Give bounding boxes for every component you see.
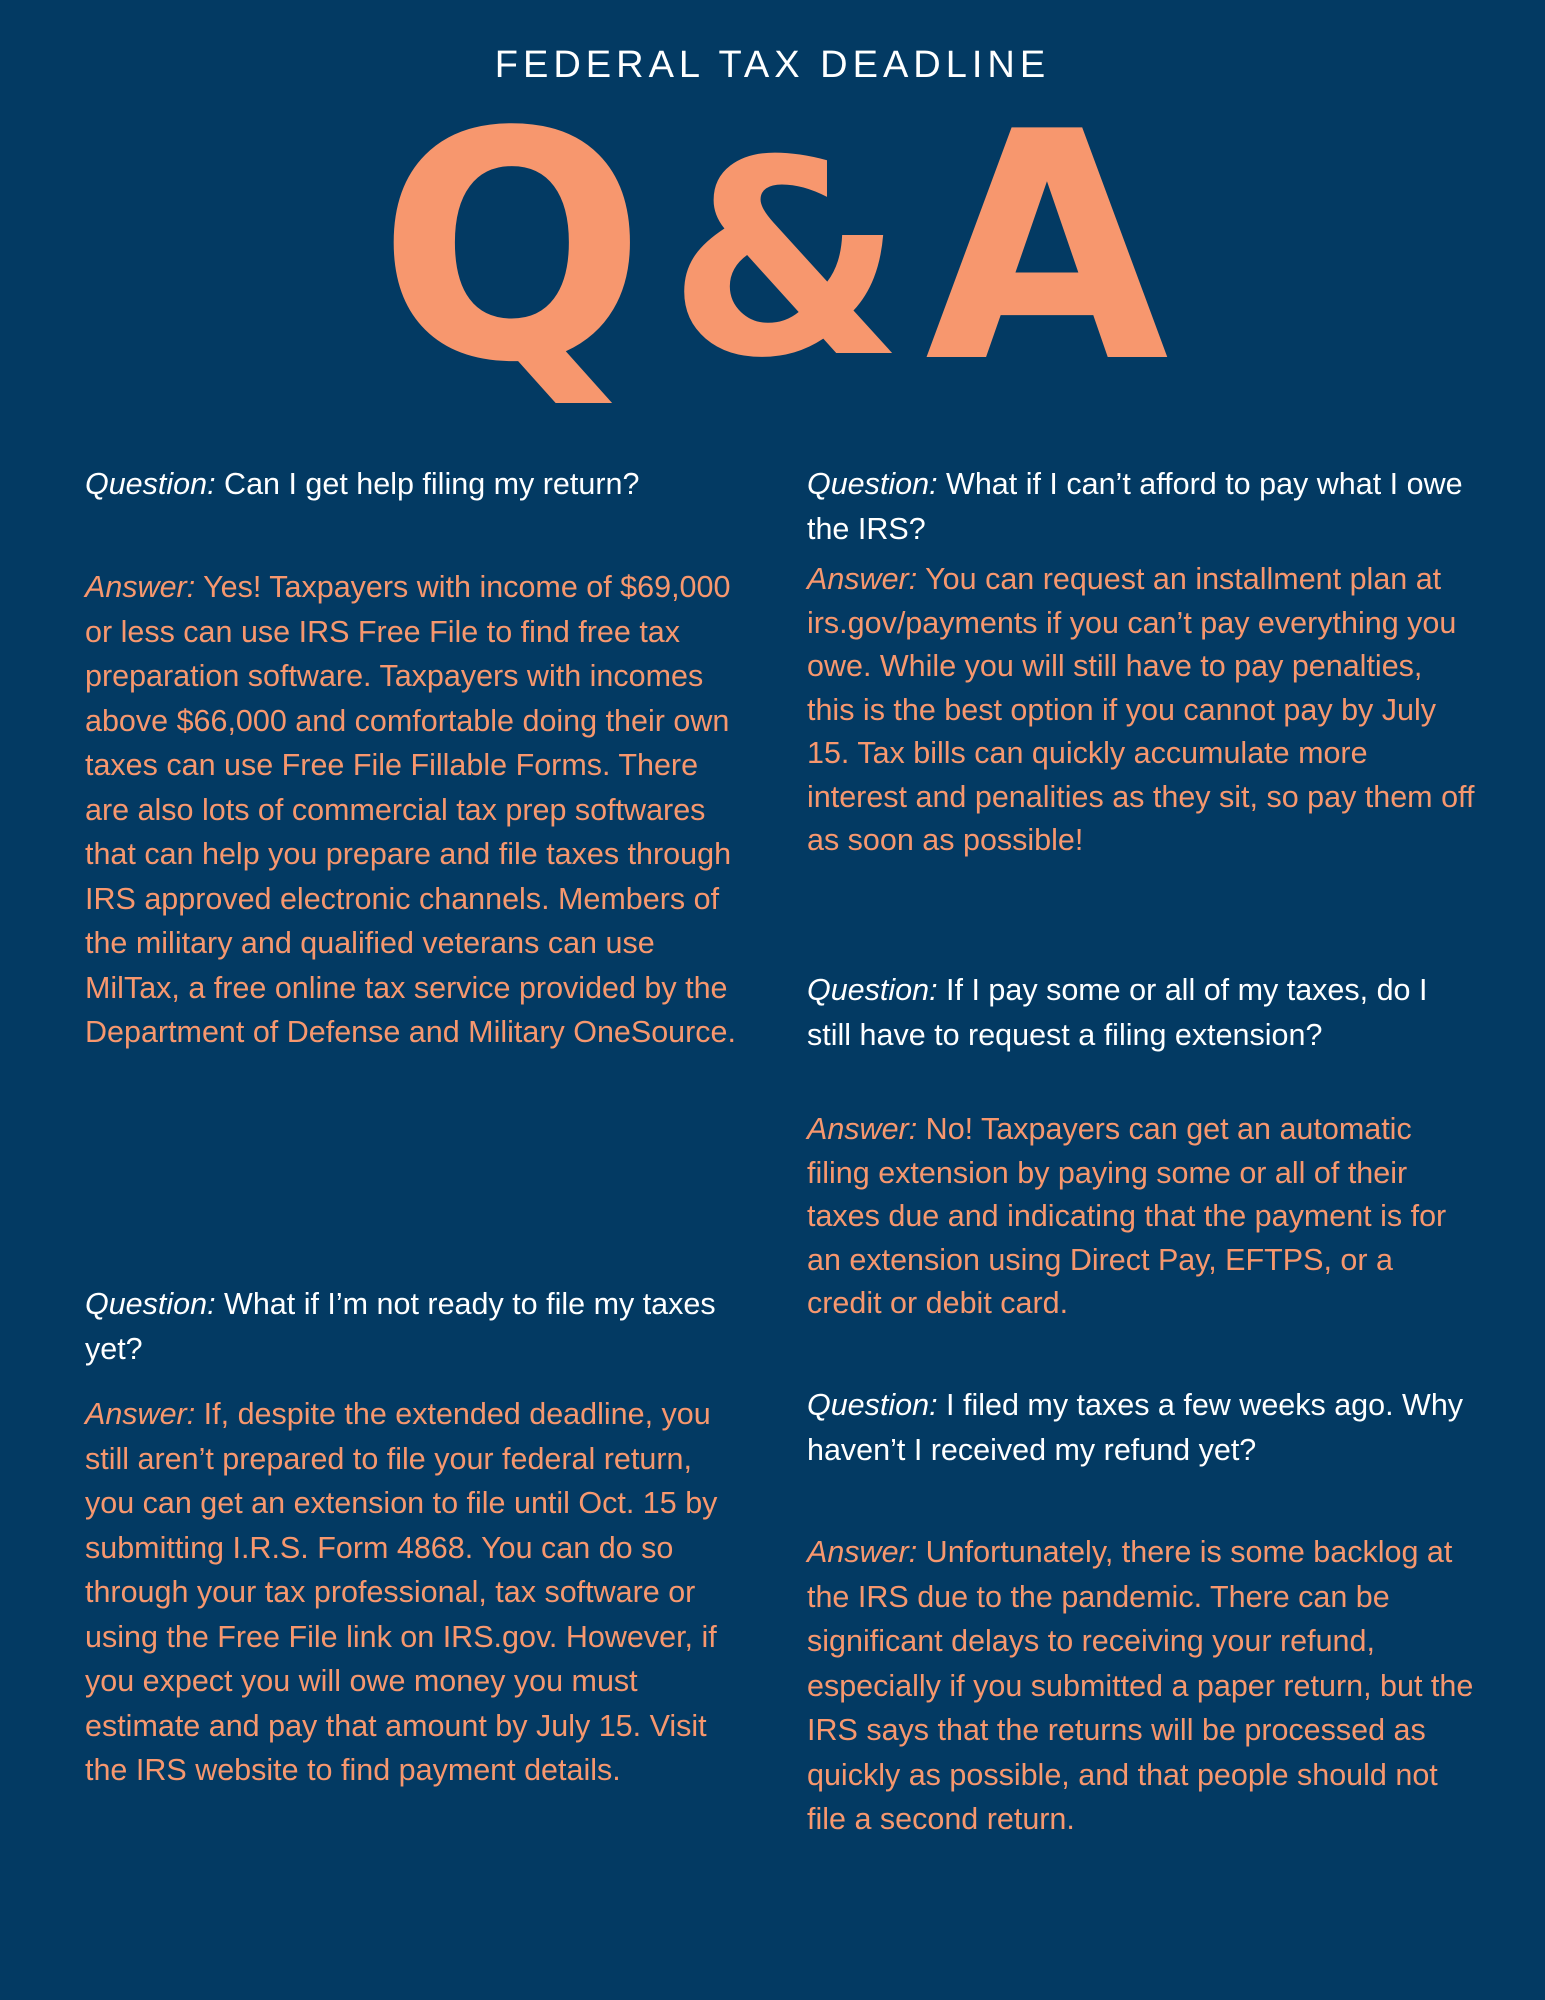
answer-3 xyxy=(807,558,1475,863)
big-a-letter: A xyxy=(925,66,1169,432)
answer-1 xyxy=(85,565,745,1055)
subtitle: FEDERAL TAX DEADLINE xyxy=(494,44,1051,86)
question-1 xyxy=(85,462,745,507)
big-ampersand: & xyxy=(668,102,904,417)
question-label: Question: xyxy=(807,467,938,501)
answer-label: Answer: xyxy=(85,1397,196,1431)
question-label: Question: xyxy=(807,973,938,1007)
question-5 xyxy=(807,1383,1475,1472)
answer-label: Answer: xyxy=(807,1112,918,1146)
answer-4 xyxy=(807,1108,1475,1326)
question-2 xyxy=(85,1282,745,1371)
answer-text: No! Taxpayers can get an automatic filing extension by paying some or all of their taxes due and indicating that the payment is for an extension using Direct Pay, EFTPS, or a credit or debit card. xyxy=(807,1112,1447,1320)
question-label: Question: xyxy=(85,1287,216,1321)
question-label: Question: xyxy=(807,1388,938,1422)
answer-2 xyxy=(85,1392,745,1793)
answer-label: Answer: xyxy=(85,570,196,604)
question-text: I filed my taxes a few weeks ago. Why haven’t I received my refund yet? xyxy=(807,1388,1464,1467)
question-text: Can I get help filing my return? xyxy=(224,467,640,501)
question-text: If I pay some or all of my taxes, do I still have to request a filing extension? xyxy=(807,973,1428,1052)
answer-text: Unfortunately, there is some backlog at the IRS due to the pandemic. There can be significant delays to receiving your refund, especially if you submitted a paper return, but the IRS says that the returns will be processed as quickly as possible, and that people should not file a second return. xyxy=(807,1535,1474,1836)
answer-label: Answer: xyxy=(807,562,918,596)
answer-text: Yes! Taxpayers with income of $69,000 or less can use IRS Free File to find free tax preparation software. Taxpayers with incomes above $66,000 and comfortable doing their own taxes can use Free File Fillable Forms. There are also lots of commercial tax prep softwares that can help you prepare and file taxes through IRS approved electronic channels. Members of the military and qualified veterans can use MilTax, a free online tax service provided by the Department of Defense and Military OneSource. xyxy=(85,570,736,1049)
big-q-letter: Q xyxy=(378,66,646,432)
answer-text: If, despite the extended deadline, you still aren’t prepared to file your federal return, you can get an extension to file until Oct. 15 by submitting I.R.S. Form 4868. You can do so through your tax professional, tax software or using the Free File link on IRS.gov. However, if you expect you will owe money you must estimate and pay that amount by July 15. Visit the IRS website to find payment details. xyxy=(85,1397,718,1787)
answer-label: Answer: xyxy=(807,1535,918,1569)
question-4 xyxy=(807,968,1475,1057)
answer-5 xyxy=(807,1530,1475,1842)
answer-text: You can request an installment plan at irs.gov/payments if you can’t pay everything you owe. While you will still have to pay penalties, this is the best option if you cannot pay by July 15. Tax bills can quickly accumulate more interest and penalities as they sit, so pay them off as soon as possible! xyxy=(807,562,1475,857)
question-label: Question: xyxy=(85,467,216,501)
question-text: What if I can’t afford to pay what I owe the IRS? xyxy=(807,467,1463,546)
question-text: What if I’m not ready to file my taxes yet? xyxy=(85,1287,716,1366)
question-3 xyxy=(807,462,1475,551)
